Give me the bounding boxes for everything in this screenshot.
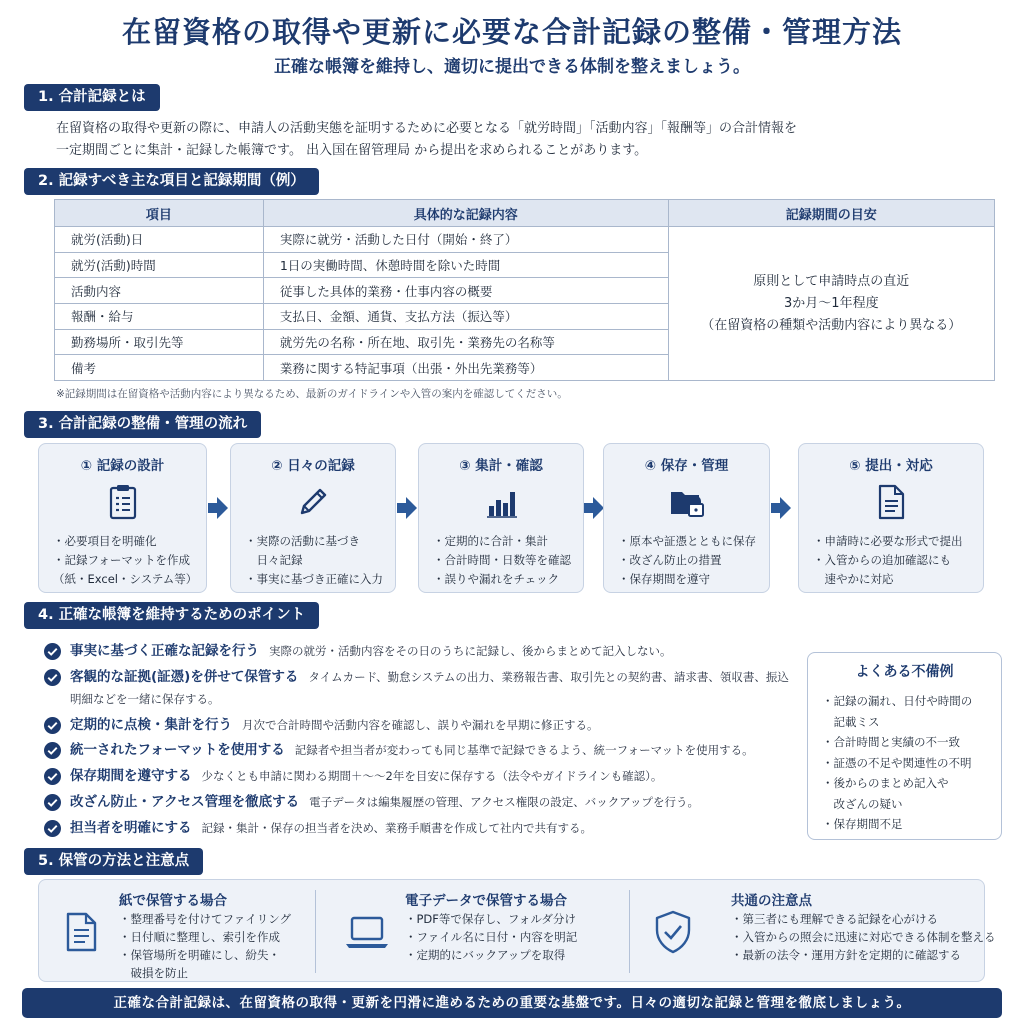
arrow-right-icon [397, 497, 417, 519]
step-item: 日々記録 [245, 553, 303, 567]
faq-item: ・証憑の不足や関連性の不明 [822, 755, 972, 770]
column-header-period: 記録期間の目安 [668, 200, 994, 227]
point-description: 月次で合計時間や活動内容を確認し、誤りや漏れを早期に修正する。 [242, 717, 599, 732]
period-cell [668, 227, 994, 381]
section-1-line-1: 在留資格の取得や更新の際に、申請人の活動実態を証明するために必要となる「就労時間」「活動内容」「報酬等」の合計情報を [56, 121, 798, 136]
point-heading: 統一されたフォーマットを使用する [70, 742, 285, 759]
storage-paper [39, 880, 313, 983]
storage-title: 共通の注意点 [731, 893, 812, 909]
step-item: ・実際の活動に基づき [245, 534, 360, 548]
storage-item: 破損を防止 [119, 966, 188, 980]
step-title: ② 日々の記録 [271, 458, 355, 474]
table-row [55, 227, 995, 253]
locked-folder-icon [667, 482, 707, 522]
point-description: 電子データは編集履歴の管理、アクセス権限の設定、バックアップを行う。 [309, 794, 699, 809]
list-item [44, 739, 799, 761]
check-circle-icon [44, 669, 61, 686]
list-item [44, 765, 799, 787]
storage-common [631, 880, 996, 983]
storage-item: ・保管場所を明確にし、紛失・ [119, 948, 280, 962]
step-item: ・記録フォーマットを作成 [53, 553, 190, 567]
table-note: ※記録期間は在留資格や活動内容により異なるため、最新のガイドラインや入管の案内を確認してください。 [56, 388, 568, 400]
point-description: 記録者や担当者が変わっても同じ基準で記録できるよう、統一フォーマットを使用する。 [294, 743, 754, 758]
storage-item: ・整理番号を付けてファイリング [119, 912, 292, 926]
step-item: ・申請時に必要な形式で提出 [813, 534, 963, 548]
document-icon [871, 482, 911, 522]
storage-item: ・ファイル名に日付・内容を明記 [405, 930, 578, 944]
row-content: 従事した具体的業務・仕事内容の概要 [263, 278, 668, 304]
step-item: ・事実に基づき正確に入力 [245, 572, 383, 586]
check-circle-icon [44, 820, 61, 837]
point-heading: 改ざん防止・アクセス管理を徹底する [70, 793, 300, 810]
document-icon [57, 908, 105, 956]
row-item: 活動内容 [55, 278, 264, 304]
common-deficiencies-box [807, 652, 1002, 840]
check-circle-icon [44, 794, 61, 811]
storage-item: ・定期的にバックアップを取得 [405, 948, 566, 962]
section-1-heading: 1. 合計記録とは [24, 84, 160, 111]
period-line-1: 原則として申請時点の直近 [753, 273, 910, 289]
period-line-3: （在留資格の種類や活動内容により異なる） [701, 317, 962, 333]
section-2-heading: 2. 記録すべき主な項目と記録期間（例） [24, 168, 319, 195]
column-header-content: 具体的な記録内容 [263, 200, 668, 227]
point-heading: 担当者を明確にする [70, 819, 192, 836]
laptop-icon [343, 908, 391, 956]
arrow-right-icon [208, 497, 228, 519]
check-circle-icon [44, 717, 61, 734]
faq-title: よくある不備例 [855, 664, 954, 680]
flow-step-aggregate [418, 443, 584, 593]
pencil-icon [293, 482, 333, 522]
faq-item: ・後からのまとめ記入や [822, 776, 949, 790]
step-item: ・改ざん防止の措置 [618, 553, 722, 567]
point-description: 記録・集計・保存の担当者を決め、業務手順書を作成して社内で共有する。 [201, 820, 593, 835]
flow-step-daily-record [230, 443, 396, 593]
section-1-line-2: 一定期間ごとに集計・記録した帳簿です。 出入国在留管理局 から提出を求められることがあります。 [56, 143, 648, 158]
points-list [44, 640, 799, 843]
step-title: ③ 集計・確認 [459, 458, 543, 474]
section-1-body [56, 118, 996, 162]
point-description: 少なくとも申請に関わる期間＋〜〜2年を目安に保存する（法令やガイドラインも確認）。 [201, 769, 663, 784]
arrow-right-icon [584, 497, 604, 519]
storage-electronic [325, 880, 627, 983]
point-heading: 事実に基づく正確な記録を行う [70, 643, 259, 659]
checklist-icon [103, 482, 143, 522]
row-item: 勤務場所・取引先等 [55, 329, 264, 355]
bar-chart-icon [481, 482, 521, 522]
storage-methods-box [38, 879, 996, 982]
row-content: 業務に関する特記事項（出張・外出先業務等） [263, 355, 668, 381]
row-item: 報酬・給与 [55, 304, 264, 330]
table-header-row [55, 200, 995, 227]
step-item: ・定期的に合計・集計 [433, 534, 548, 548]
shield-check-icon [649, 908, 697, 956]
storage-title: 紙で保管する場合 [119, 893, 227, 909]
list-item [44, 791, 799, 813]
list-item [44, 640, 799, 662]
row-content: 実際に就労・活動した日付（開始・終了） [263, 227, 668, 253]
step-title: ① 記録の設計 [80, 458, 165, 474]
point-description: 実際の就労・活動内容をその日のうちに記録し、後からまとめて記入しない。 [269, 644, 672, 658]
step-item: 速やかに対応 [813, 572, 894, 586]
row-item: 就労(活動)日 [55, 227, 264, 253]
step-title: ⑤ 提出・対応 [849, 458, 933, 474]
page-title: 在留資格の取得や更新に必要な合計記録の整備・管理方法 [121, 15, 902, 49]
section-5-heading: 5. 保管の方法と注意点 [24, 848, 203, 875]
storage-title: 電子データで保管する場合 [405, 893, 567, 909]
storage-item: ・最新の法令・運用方針を定期的に確認する [731, 948, 961, 962]
faq-item: 記載ミス [822, 714, 880, 729]
step-item: （紙・Excel・システム等） [53, 572, 198, 586]
records-table [54, 199, 995, 381]
step-item: ・必要項目を明確化 [53, 534, 157, 548]
row-content: 就労先の名称・所在地、取引先・業務先の名称等 [263, 329, 668, 355]
row-content: 1日の実働時間、休憩時間を除いた時間 [263, 252, 668, 278]
check-circle-icon [44, 768, 61, 785]
storage-item: ・第三者にも理解できる記録を心がける [731, 912, 938, 926]
faq-item: 改ざんの疑い [822, 796, 903, 811]
check-circle-icon [44, 742, 61, 759]
step-title: ④ 保存・管理 [644, 458, 729, 474]
column-header-item: 項目 [55, 200, 264, 227]
faq-item: ・記録の漏れ、日付や時間の [822, 694, 973, 708]
row-item: 就労(活動)時間 [55, 252, 264, 278]
step-item: ・誤りや漏れをチェック [433, 572, 560, 586]
footer-banner: 正確な合計記録は、在留資格の取得・更新を円滑に進めるための重要な基盤です。日々の適切な記録と管理を徹底しましょう。 [22, 988, 1002, 1018]
page-subtitle: 正確な帳簿を維持し、適切に提出できる体制を整えましょう。 [274, 57, 750, 77]
storage-item: ・日付順に整理し、索引を作成 [119, 930, 280, 944]
faq-item: ・合計時間と実績の不一致 [822, 735, 960, 749]
period-line-2: 3か月〜1年程度 [784, 295, 879, 311]
point-heading: 客観的な証拠(証憑)を併せて保管する [70, 668, 299, 685]
faq-item: ・保存期間不足 [822, 817, 903, 831]
storage-item: ・入管からの照会に迅速に対応できる体制を整える [731, 930, 996, 944]
row-item: 備考 [55, 355, 264, 381]
divider [315, 890, 316, 973]
flow-step-design [38, 443, 207, 593]
check-circle-icon [44, 643, 61, 660]
point-description: タイムカード、勤怠システムの出力、業務報告書、取引先との契約書、請求書、領収書、振込明細などを一緒に保存する。 [70, 669, 789, 706]
flow-step-submission [798, 443, 984, 593]
point-heading: 保存期間を遵守する [70, 768, 192, 785]
step-item: ・保存期間を遵守 [618, 572, 710, 586]
point-heading: 定期的に点検・集計を行う [70, 716, 232, 733]
section-4-heading: 4. 正確な帳簿を維持するためのポイント [24, 602, 319, 629]
list-item [44, 817, 799, 839]
list-item [44, 666, 799, 710]
step-item: ・合計時間・日数等を確認 [433, 553, 571, 567]
step-item: ・原本や証憑とともに保存 [618, 534, 756, 548]
arrow-right-icon [771, 497, 791, 519]
step-item: ・入管からの追加確認にも [813, 553, 951, 567]
flow-step-storage [603, 443, 770, 593]
row-content: 支払日、金額、通貨、支払方法（振込等） [263, 304, 668, 330]
list-item [44, 714, 799, 736]
storage-item: ・PDF等で保存し、フォルダ分け [405, 912, 576, 926]
section-3-heading: 3. 合計記録の整備・管理の流れ [24, 411, 261, 438]
divider [629, 890, 630, 973]
